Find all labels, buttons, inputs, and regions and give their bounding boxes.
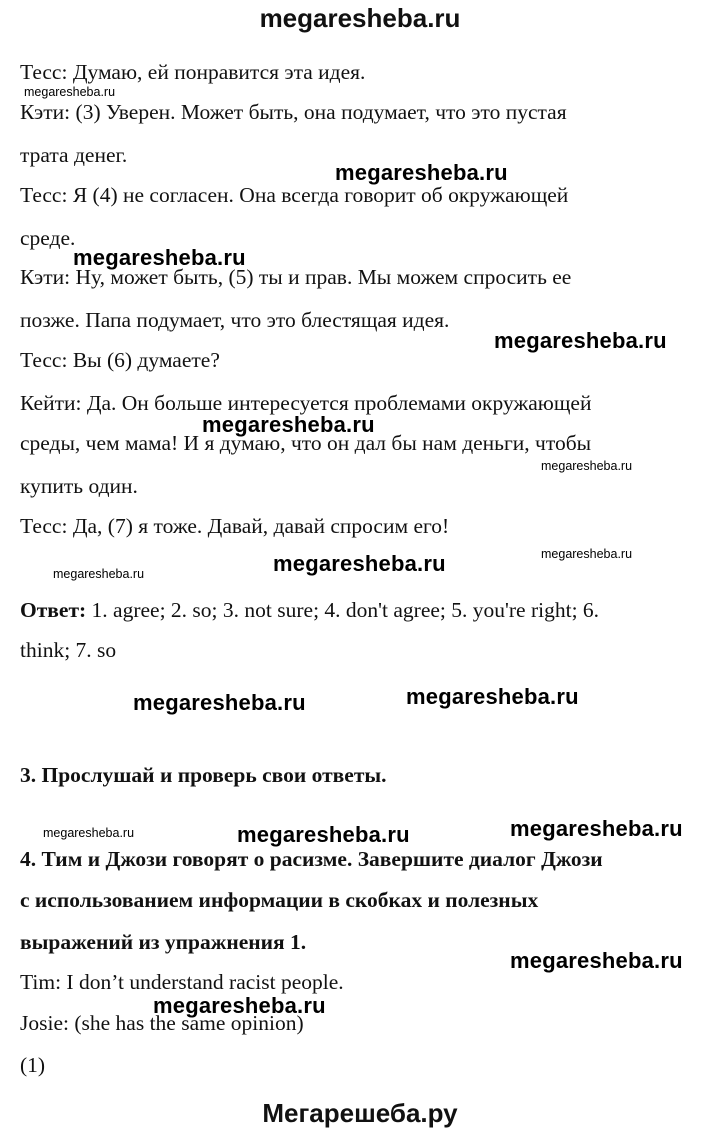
dialogue-line: Кейти: Да. Он больше интересуется проблемами окружающей <box>20 391 592 415</box>
watermark-big: megaresheba.ru <box>73 245 246 270</box>
watermark-big: megaresheba.ru <box>133 690 306 715</box>
task-4-title: выражений из упражнения 1. <box>20 930 307 954</box>
dialogue-line: Кэти: (3) Уверен. Может быть, она подумает, что это пустая <box>20 100 567 124</box>
watermark-small: megaresheba.ru <box>43 826 135 840</box>
task-4-title: 4. Тим и Джози говорят о расизме. Завершите диалог Джози <box>20 847 603 871</box>
answer-text: 1. agree; 2. so; 3. not sure; 4. don't agree; 5. you're right; 6. <box>86 598 600 622</box>
dialogue-line: среды, чем мама! И я думаю, что он дал бы нам деньги, чтобы <box>20 431 592 455</box>
answer-line-2: think; 7. so <box>20 638 117 662</box>
watermark-big: megaresheba.ru <box>406 684 579 709</box>
dialogue-line: купить один. <box>20 474 138 498</box>
watermark-big: megaresheba.ru <box>273 551 446 576</box>
dialogue-line: среде. <box>20 226 76 250</box>
task-4-title: с использованием информации в скобках и полезных <box>20 888 539 912</box>
watermark-big: megaresheba.ru <box>202 412 375 437</box>
dialogue-line: Кэти: Ну, может быть, (5) ты и прав. Мы можем спросить ее <box>20 265 572 289</box>
header-site-title: megaresheba.ru <box>259 3 461 33</box>
answer-label: Ответ: <box>20 598 87 622</box>
watermark-small: megaresheba.ru <box>541 459 633 473</box>
watermark-big: megaresheba.ru <box>153 993 326 1018</box>
footer-site-title: Мегарешеба.ру <box>262 1098 458 1128</box>
task-4-dialogue-line: (1) <box>20 1053 46 1077</box>
watermark-big: megaresheba.ru <box>494 328 667 353</box>
dialogue-line: позже. Папа подумает, что это блестящая идея. <box>20 308 450 332</box>
dialogue-line: Тесс: Вы (6) думаете? <box>20 348 220 372</box>
dialogue-line: Тесс: Я (4) не согласен. Она всегда говорит об окружающей <box>20 183 569 207</box>
watermark-big: megaresheba.ru <box>237 822 410 847</box>
answer-line <box>20 600 599 622</box>
watermark-small: megaresheba.ru <box>53 567 145 581</box>
dialogue-line: трата денег. <box>20 143 128 167</box>
task-4-dialogue-line: Josie: (she has the same opinion) <box>20 1011 304 1035</box>
dialogue-line: Тесс: Да, (7) я тоже. Давай, давай спросим его! <box>20 514 450 538</box>
dialogue-line: Тесс: Думаю, ей понравится эта идея. <box>20 60 366 84</box>
watermark-big: megaresheba.ru <box>335 160 508 185</box>
task-4-dialogue-line: Tim: I don’t understand racist people. <box>20 970 344 994</box>
watermark-big: megaresheba.ru <box>510 948 683 973</box>
watermark-big: megaresheba.ru <box>510 816 683 841</box>
watermark-small: megaresheba.ru <box>24 85 116 99</box>
watermark-small: megaresheba.ru <box>541 547 633 561</box>
task-3-title: 3. Прослушай и проверь свои ответы. <box>20 763 387 787</box>
